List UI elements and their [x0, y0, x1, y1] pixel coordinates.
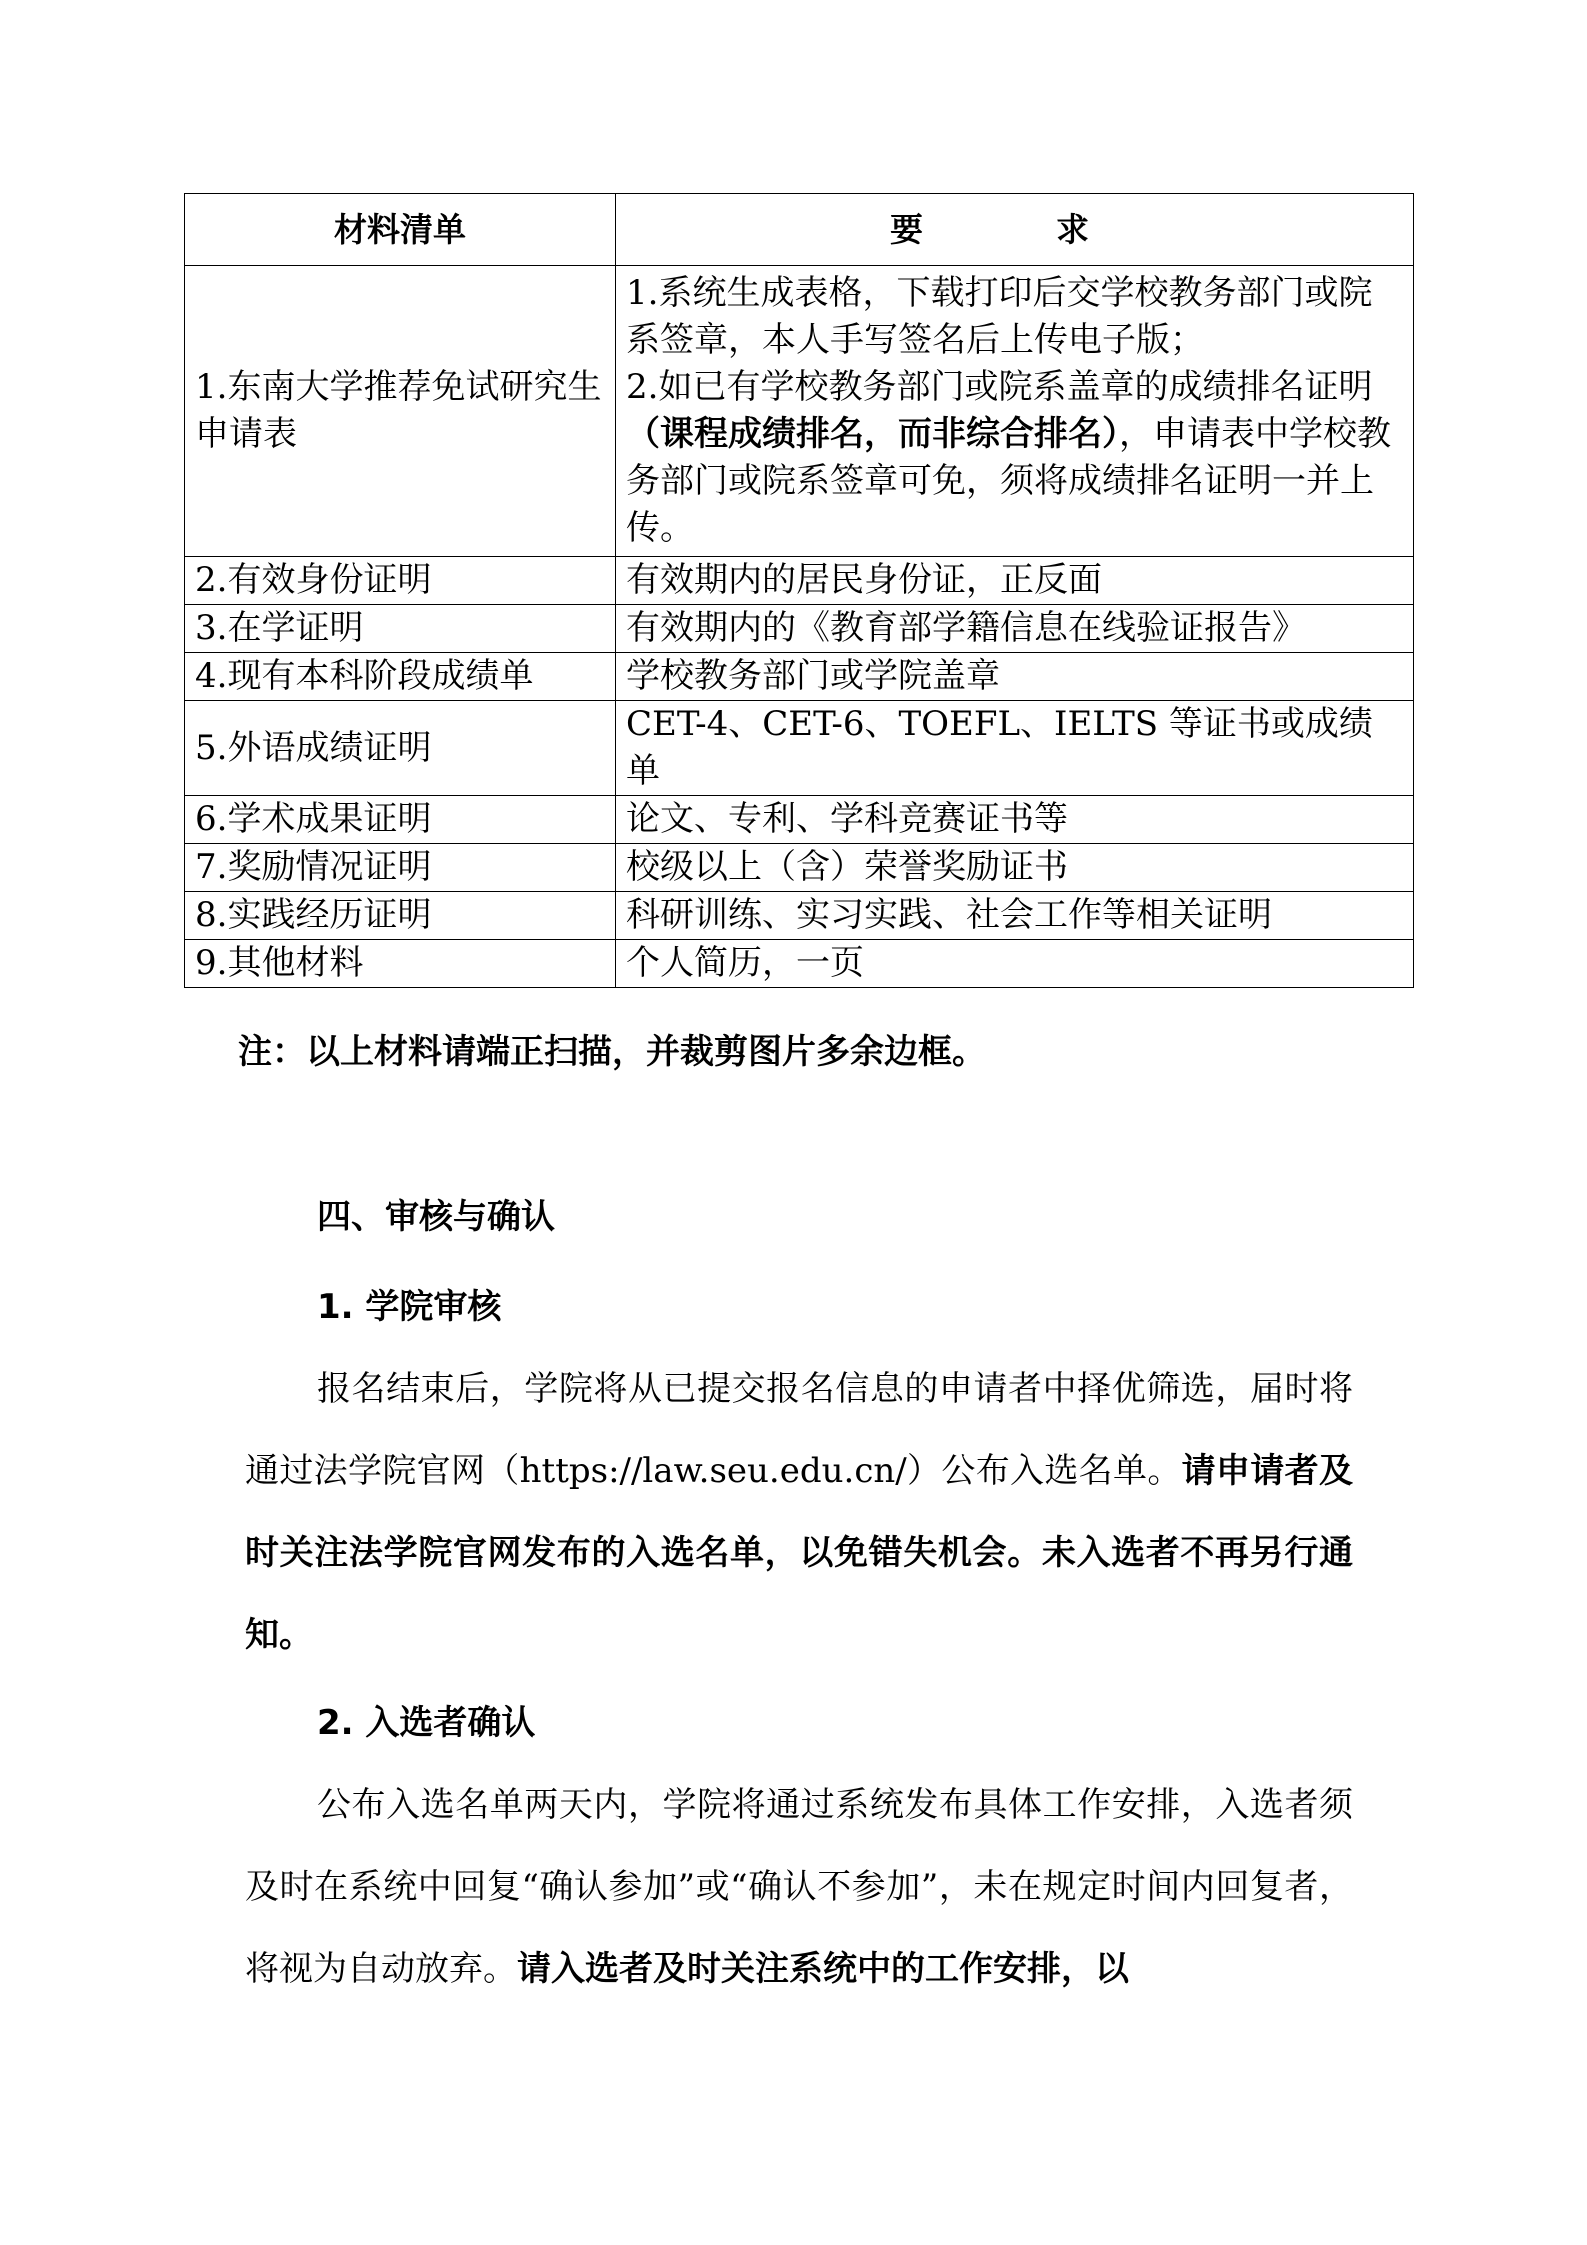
requirement-text: ，申请表中学校教务部门或院系签章可免，须将成绩排名证明一并上传。: [626, 414, 1391, 548]
table-row: [185, 653, 1414, 701]
table-note: 注：以上材料请端正扫描，并裁剪图片多余边框。: [238, 1032, 986, 1072]
row-item: 8.实践经历证明: [185, 892, 616, 940]
header-materials: 材料清单: [185, 194, 616, 266]
table-row: [185, 844, 1414, 892]
row-item: 4.现有本科阶段成绩单: [185, 653, 616, 701]
table-row: [185, 892, 1414, 940]
row-requirement: 个人简历，一页: [616, 940, 1414, 988]
paragraph-emphasis: 请入选者及时关注系统中的工作安排，以: [517, 1949, 1129, 1989]
row-requirement: CET-4、CET-6、TOEFL、IELTS 等证书或成绩单: [616, 701, 1414, 796]
table-row: [185, 605, 1414, 653]
paragraph-text: 公布入选名单两天内，学院将通过系统发布具体工作安排，入选者须及时在系统中回复“确认参加”或“确认不参加”，未在规定时间内回复者，将视为自动放弃。: [245, 1785, 1353, 1989]
row-item: 1.东南大学推荐免试研究生申请表: [185, 266, 616, 557]
table-header-row: [185, 194, 1414, 266]
table-row: [185, 266, 1414, 557]
row-item: 6.学术成果证明: [185, 796, 616, 844]
table-row: [185, 940, 1414, 988]
paragraph-text: 报名结束后，学院将从已提交报名信息的申请者中择优筛选，届时将通过法学院官网（https://law.seu.edu.cn/）公布入选名单。: [245, 1369, 1353, 1491]
row-item: 9.其他材料: [185, 940, 616, 988]
table-row: [185, 796, 1414, 844]
requirement-line: [626, 364, 1403, 552]
subsection-heading-confirm: 2. 入选者确认: [317, 1703, 536, 1743]
row-requirement: 有效期内的居民身份证，正反面: [616, 557, 1414, 605]
row-requirement: 学校教务部门或学院盖章: [616, 653, 1414, 701]
paragraph-review: [245, 1348, 1353, 1676]
row-item: 7.奖励情况证明: [185, 844, 616, 892]
table-row: [185, 701, 1414, 796]
row-requirement: [616, 266, 1414, 557]
paragraph-emphasis: 请申请者及时关注法学院官网发布的入选名单，以免错失机会。未入选者不再另行通知。: [245, 1451, 1353, 1655]
materials-table: [184, 193, 1414, 988]
paragraph-confirm: [245, 1764, 1353, 2010]
row-item: 2.有效身份证明: [185, 557, 616, 605]
subsection-heading-review: 1. 学院审核: [317, 1287, 502, 1327]
row-item: 5.外语成绩证明: [185, 701, 616, 796]
row-item: 3.在学证明: [185, 605, 616, 653]
section-heading: 四、审核与确认: [317, 1197, 555, 1237]
header-requirements: 要 求: [616, 194, 1414, 266]
table-row: [185, 557, 1414, 605]
row-requirement: 有效期内的《教育部学籍信息在线验证报告》: [616, 605, 1414, 653]
row-requirement: 校级以上（含）荣誉奖励证书: [616, 844, 1414, 892]
requirement-line: 1.系统生成表格，下载打印后交学校教务部门或院系签章，本人手写签名后上传电子版；: [626, 273, 1373, 360]
row-requirement: 科研训练、实习实践、社会工作等相关证明: [616, 892, 1414, 940]
row-requirement: 论文、专利、学科竞赛证书等: [616, 796, 1414, 844]
requirement-emphasis: （课程成绩排名，而非综合排名）: [626, 414, 1119, 454]
requirement-text: 2.如已有学校教务部门或院系盖章的成绩排名证明: [626, 367, 1373, 407]
